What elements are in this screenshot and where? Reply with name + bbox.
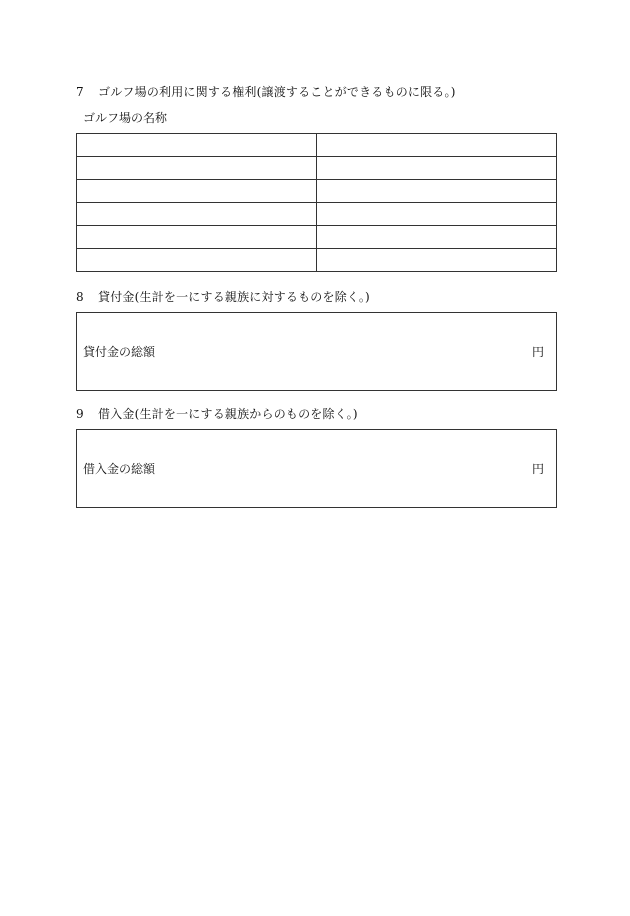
loan-total-unit: 円 (531, 345, 544, 359)
section-7-title: ゴルフ場の利用に関する権利(譲渡することができるものに限る。) (98, 85, 456, 99)
table-row (77, 180, 557, 203)
section-9-heading (76, 406, 358, 422)
section-9-title: 借入金(生計を一にする親族からのものを除く。) (98, 407, 358, 421)
borrowing-total-unit: 円 (531, 462, 544, 476)
golf-course-name-cell[interactable] (77, 180, 317, 203)
section-8-title: 貸付金(生計を一にする親族に対するものを除く。) (98, 290, 370, 304)
section-9-number: 9 (76, 407, 84, 421)
golf-course-name-cell[interactable] (77, 203, 317, 226)
golf-course-detail-cell[interactable] (317, 226, 557, 249)
golf-course-detail-cell[interactable] (317, 180, 557, 203)
table-row (77, 226, 557, 249)
golf-course-name-cell[interactable] (77, 249, 317, 272)
loan-total-box[interactable] (76, 312, 557, 391)
golf-course-name-cell[interactable] (77, 157, 317, 180)
table-row (77, 134, 557, 157)
loan-total-label: 貸付金の総額 (83, 345, 156, 359)
golf-course-name-cell[interactable] (77, 226, 317, 249)
borrowing-total-box[interactable] (76, 429, 557, 508)
table-row (77, 249, 557, 272)
golf-course-detail-cell[interactable] (317, 203, 557, 226)
golf-course-name-cell[interactable] (77, 134, 317, 157)
golf-course-table (76, 133, 557, 272)
section-7-heading (76, 84, 456, 100)
section-8-heading (76, 289, 370, 305)
golf-course-name-label: ゴルフ場の名称 (83, 111, 168, 125)
table-row (77, 157, 557, 180)
section-7-number: 7 (76, 85, 84, 99)
golf-course-detail-cell[interactable] (317, 157, 557, 180)
golf-course-detail-cell[interactable] (317, 249, 557, 272)
table-row (77, 203, 557, 226)
golf-course-detail-cell[interactable] (317, 134, 557, 157)
borrowing-total-label: 借入金の総額 (83, 462, 156, 476)
section-8-number: 8 (76, 290, 84, 304)
